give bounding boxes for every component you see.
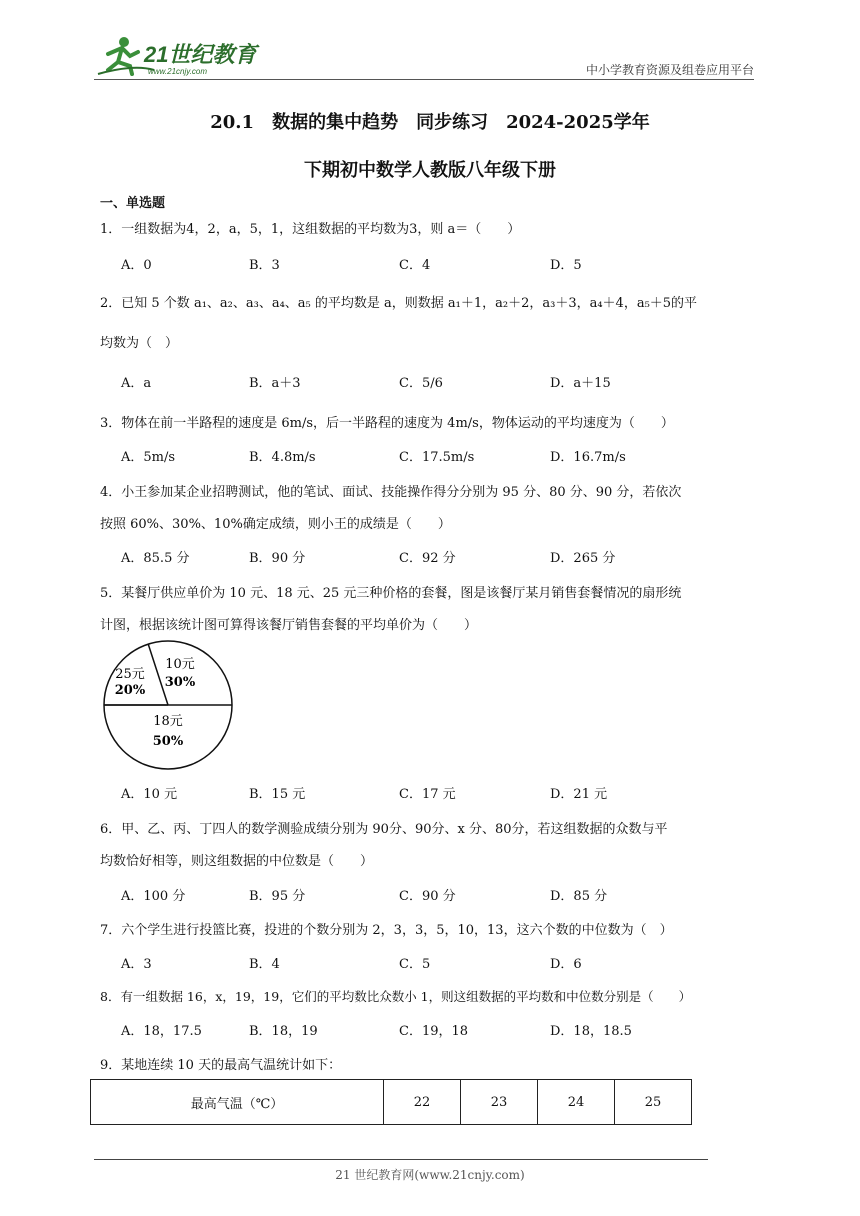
q7-option-c: C．5	[399, 957, 431, 972]
table-cell: 24	[538, 1080, 615, 1125]
question-4-line-1: 4．小王参加某企业招聘测试，他的笔试、面试、技能操作得分分别为 95 分、80 分、90 分，若依次	[100, 485, 682, 500]
title-line-1: 20.1 数据的集中趋势 同步练习 2024-2025学年	[210, 112, 650, 133]
pie-chart	[96, 640, 240, 770]
question-8: 8．有一组数据 16，x，19，19，它们的平均数比众数小 1，则这组数据的平均数和中位数分别是（ ）	[100, 989, 692, 1004]
q4-option-a: A．85.5 分	[121, 551, 190, 566]
q5-option-d: D．21 元	[550, 787, 608, 802]
q2-option-c: C．5/6	[399, 376, 443, 391]
q2-option-b: B．a＋3	[249, 376, 301, 391]
footer-text: 21 世纪教育网(www.21cnjy.com)	[335, 1168, 525, 1182]
question-2-line-2: 均数为（ ）	[100, 336, 179, 351]
slice-percent-18: 50%	[152, 734, 184, 749]
q1-option-c: C．4	[399, 258, 431, 273]
q8-option-c: C．19，18	[399, 1024, 469, 1039]
site-logo	[94, 34, 264, 78]
q8-option-d: D．18，18.5	[550, 1024, 632, 1039]
q7-option-b: B．4	[249, 957, 280, 972]
q1-option-d: D．5	[550, 258, 582, 273]
question-4-line-2: 按照 60%、30%、10%确定成绩，则小王的成绩是（ ）	[100, 517, 451, 532]
question-9: 9．某地连续 10 天的最高气温统计如下：	[100, 1058, 342, 1073]
q6-option-c: C．90 分	[399, 889, 456, 904]
q4-option-b: B．90 分	[249, 551, 306, 566]
question-5-line-2: 计图，根据该统计图可算得该餐厅销售套餐的平均单价为（ ）	[100, 618, 478, 633]
table-cell: 23	[461, 1080, 538, 1125]
q7-option-a: A．3	[121, 957, 152, 972]
q8-option-a: A．18，17.5	[121, 1024, 202, 1039]
q5-option-b: B．15 元	[249, 787, 306, 802]
table-cell: 25	[615, 1080, 692, 1125]
footer-divider	[94, 1159, 708, 1160]
q3-option-c: C．17.5m/s	[399, 450, 475, 465]
q3-option-a: A．5m/s	[121, 450, 176, 465]
q4-option-d: D．265 分	[550, 551, 616, 566]
table-cell: 22	[384, 1080, 461, 1125]
question-6-line-1: 6．甲、乙、丙、丁四人的数学测验成绩分别为 90分、90分、x 分、80分，若这组数据的众数与平	[100, 822, 668, 837]
q1-option-a: A．0	[121, 258, 152, 273]
platform-name: 中小学教育资源及组卷应用平台	[585, 63, 754, 77]
question-3: 3．物体在前一半路程的速度是 6m/s，后一半路程的速度为 4m/s，物体运动的平均速度为（ ）	[100, 416, 674, 431]
question-6-line-2: 均数恰好相等，则这组数据的中位数是（ ）	[100, 854, 374, 869]
runner-logo-icon	[94, 34, 264, 78]
q2-option-d: D．a＋15	[550, 376, 611, 391]
slice-label-18: 18元	[153, 714, 183, 729]
q4-option-c: C．92 分	[399, 551, 456, 566]
header-divider	[94, 79, 754, 80]
table-row	[91, 1080, 692, 1125]
q6-option-d: D．85 分	[550, 889, 608, 904]
slice-percent-10: 30%	[164, 675, 196, 690]
question-1: 1．一组数据为4，2，a，5，1，这组数据的平均数为3，则 a＝（ ）	[100, 222, 521, 237]
question-2-line-1: 2．已知 5 个数 a₁、a₂、a₃、a₄、a₅ 的平均数是 a，则数据 a₁＋1，a₂＋2，a₃＋3，a₄＋4，a₅＋5的平	[100, 296, 698, 311]
slice-percent-25: 20%	[114, 683, 146, 698]
q7-option-d: D．6	[550, 957, 582, 972]
temperature-table	[90, 1079, 692, 1125]
title-line-2: 下期初中数学人教版八年级下册	[304, 160, 556, 181]
q6-option-b: B．95 分	[249, 889, 306, 904]
question-7: 7．六个学生进行投篮比赛，投进的个数分别为 2，3，3，5，10，13，这六个数的中位数为（ ）	[100, 923, 673, 938]
table-header-cell: 最高气温（℃）	[91, 1080, 384, 1125]
slice-label-25: 25元	[115, 667, 145, 682]
q5-option-a: A．10 元	[121, 787, 178, 802]
q8-option-b: B．18，19	[249, 1024, 318, 1039]
logo-text: 21世纪教育	[144, 42, 257, 67]
q3-option-d: D．16.7m/s	[550, 450, 626, 465]
q3-option-b: B．4.8m/s	[249, 450, 316, 465]
q1-option-b: B．3	[249, 258, 280, 273]
q2-option-a: A．a	[121, 376, 152, 391]
q6-option-a: A．100 分	[121, 889, 186, 904]
logo-url: www.21cnjy.com	[148, 67, 207, 76]
slice-label-10: 10元	[165, 657, 195, 672]
section-heading: 一、单选题	[100, 196, 166, 211]
question-5-line-1: 5．某餐厅供应单价为 10 元、18 元、25 元三种价格的套餐，图是该餐厅某月销售套餐情况的扇形统	[100, 586, 682, 601]
q5-option-c: C．17 元	[399, 787, 456, 802]
